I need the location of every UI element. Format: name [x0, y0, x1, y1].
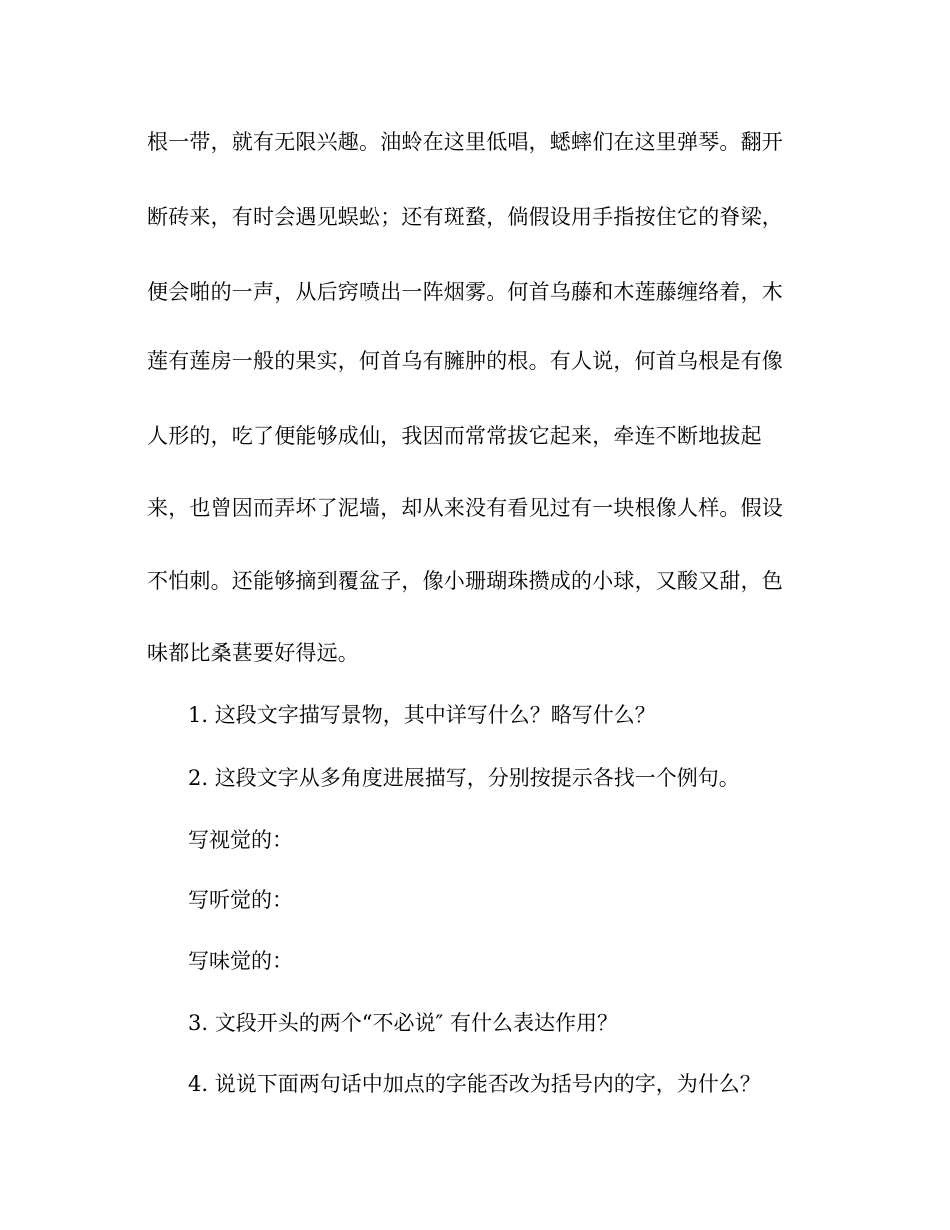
- question-2: 2. 这段文字从多角度进展描写，分别按提示各找一个例句。: [188, 766, 740, 790]
- passage-line-7: 不怕刺。还能够摘到覆盆子，像小珊瑚珠攒成的小球，又酸又甜，色: [147, 569, 783, 593]
- passage-line-3: 便会啪的一声，从后窍喷出一阵烟雾。何首乌藤和木莲藤缠络着，木: [147, 280, 783, 304]
- question-2-taste-prompt: 写味觉的：: [188, 949, 293, 973]
- passage-line-2: 断砖来，有时会遇见蜈蚣；还有斑蝥，倘假设用手指按住它的脊梁，: [147, 205, 783, 229]
- question-2-hearing-prompt: 写听觉的：: [188, 888, 293, 912]
- passage-line-4: 莲有莲房一般的果实，何首乌有臃肿的根。有人说，何首乌根是有像: [147, 349, 783, 373]
- passage-line-8: 味都比桑葚要好得远。: [147, 641, 359, 665]
- passage-line-6: 来，也曾因而弄坏了泥墙，却从来没有看见过有一块根像人样。假设: [147, 496, 783, 520]
- passage-line-5: 人形的，吃了便能够成仙，我因而常常拔它起来，牵连不断地拔起: [147, 424, 762, 448]
- question-1: 1. 这段文字描写景物，其中详写什么？略写什么？: [188, 703, 656, 727]
- question-3: 3. 文段开头的两个“不必说″ 有什么表达作用？: [188, 1011, 618, 1035]
- question-4: 4. 说说下面两句话中加点的字能否改为括号内的字，为什么？: [188, 1072, 761, 1096]
- passage-line-1: 根一带，就有无限兴趣。油蛉在这里低唱，蟋蟀们在这里弹琴。翻开: [147, 130, 783, 154]
- question-2-visual-prompt: 写视觉的：: [188, 828, 293, 852]
